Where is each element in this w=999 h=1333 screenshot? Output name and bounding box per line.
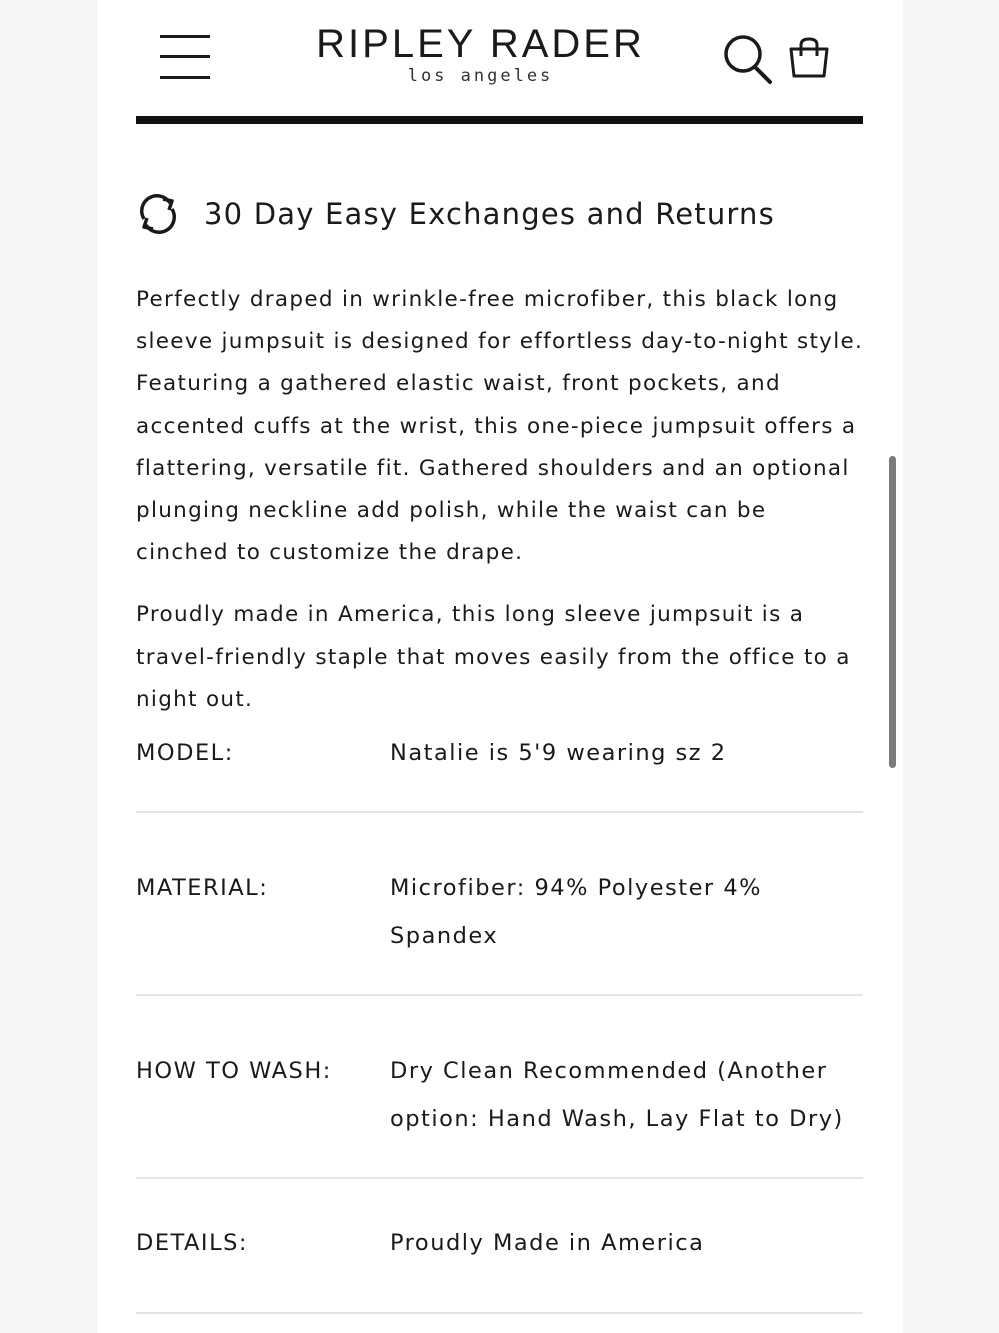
spec-label: DETAILS: — [136, 1230, 248, 1256]
spec-value: Proudly Made in America — [390, 1230, 705, 1256]
header-divider — [136, 116, 863, 124]
search-icon[interactable] — [722, 32, 774, 86]
brand-logo[interactable] — [288, 22, 673, 86]
brand-location: los angeles — [407, 66, 554, 86]
description-paragraph: Proudly made in America, this long sleeve jumpsuit is a travel-friendly staple that moves easily from the office to a night out. — [136, 602, 851, 712]
spec-row-model — [136, 712, 863, 813]
description-paragraph: Perfectly draped in wrinkle-free microfiber, this black long sleeve jumpsuit is designed for effortless day-to-night style. Featuring a gathered elastic waist, front pockets, and accented cuffs at the wrist, this one-piece jumpsuit offers a flattering, versatile fit. Gathered shoulders and an optional plunging neckline add polish, while the waist can be cinched to customize the drape. — [136, 287, 864, 566]
spec-row-details — [136, 1179, 863, 1314]
site-header — [98, 0, 903, 124]
returns-label: 30 Day Easy Exchanges and Returns — [204, 197, 775, 231]
brand-name: RIPLEY RADER — [316, 22, 645, 66]
product-description — [136, 279, 866, 741]
spec-row-how-to-wash — [136, 996, 863, 1179]
spec-label: HOW TO WASH: — [136, 1058, 332, 1084]
spec-value: Natalie is 5'9 wearing sz 2 — [390, 740, 727, 766]
hamburger-menu-icon[interactable] — [160, 33, 210, 81]
spec-label: MATERIAL: — [136, 875, 269, 901]
shopping-bag-icon[interactable] — [786, 36, 832, 80]
returns-policy — [136, 192, 775, 236]
spec-label: MODEL: — [136, 740, 234, 766]
product-details-page — [98, 0, 903, 1333]
product-specs — [136, 712, 863, 1314]
spec-value: Dry Clean Recommended (Another option: Hand Wash, Lay Flat to Dry) — [390, 1058, 844, 1132]
spec-value: Microfiber: 94% Polyester 4% Spandex — [390, 875, 763, 949]
scrollbar-thumb[interactable] — [889, 456, 896, 768]
spec-row-material — [136, 813, 863, 996]
exchange-arrows-icon — [136, 192, 180, 236]
